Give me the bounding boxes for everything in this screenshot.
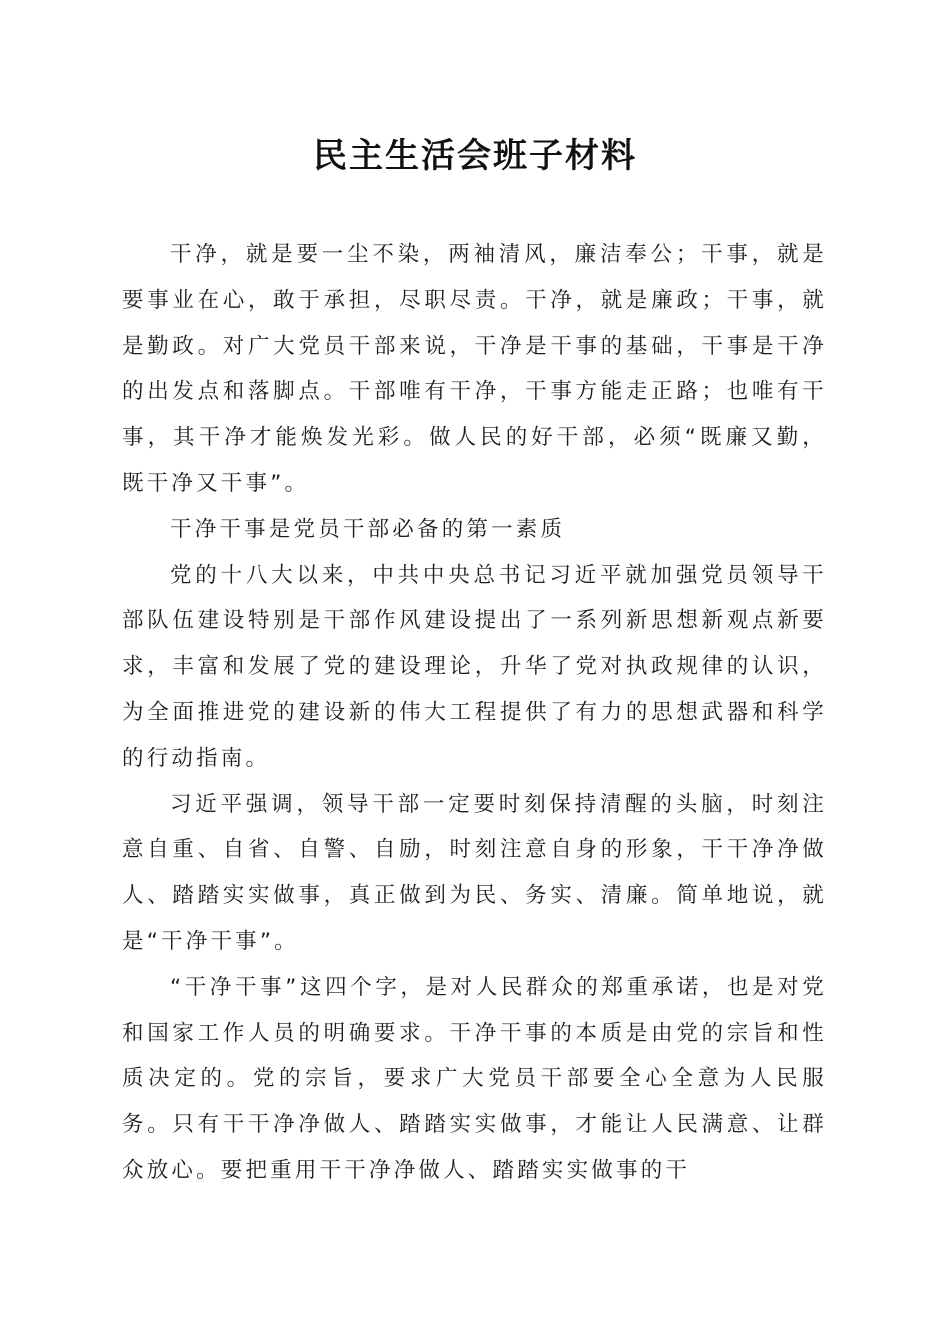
paragraph-intro: 干净，就是要一尘不染，两袖清风，廉洁奉公；干事，就是要事业在心，敢于承担，尽职尽责。干净，就是廉政；干事，就是勤政。对广大党员干部来说，干净是干事的基础，干事是干净的出发点和落脚点。干部唯有干净，干事方能走正路；也唯有干事，其干净才能焕发光彩。做人民的好干部，必须“既廉又勤，既干净又干事”。 <box>122 242 827 496</box>
paragraph-four-characters: “干净干事”这四个字，是对人民群众的郑重承诺，也是对党和国家工作人员的明确要求。干净干事的本质是由党的宗旨和性质决定的。党的宗旨，要求广大党员干部要全心全意为人民服务。只有干干净净做人、踏踏实实做事，才能让人民满意、让群众放心。要把重用干干净净做人、踏踏实实做事的干 <box>122 974 827 1183</box>
paragraph-party-congress: 党的十八大以来，中共中央总书记习近平就加强党员领导干部队伍建设特别是干部作风建设提出了一系列新思想新观点新要求，丰富和发展了党的建设理论，升华了党对执政规律的认识，为全面推进党的建设新的伟大工程提供了有力的思想武器和科学的行动指南。 <box>122 562 827 771</box>
document-title: 民主生活会班子材料 <box>313 136 637 176</box>
document-body <box>122 232 827 1194</box>
section-heading: 干净干事是党员干部必备的第一素质 <box>170 516 566 542</box>
paragraph-xi-emphasis: 习近平强调，领导干部一定要时刻保持清醒的头脑，时刻注意自重、自省、自警、自励，时刻注意自身的形象，干干净净做人、踏踏实实做事，真正做到为民、务实、清廉。简单地说，就是“干净干事”。 <box>122 791 827 954</box>
